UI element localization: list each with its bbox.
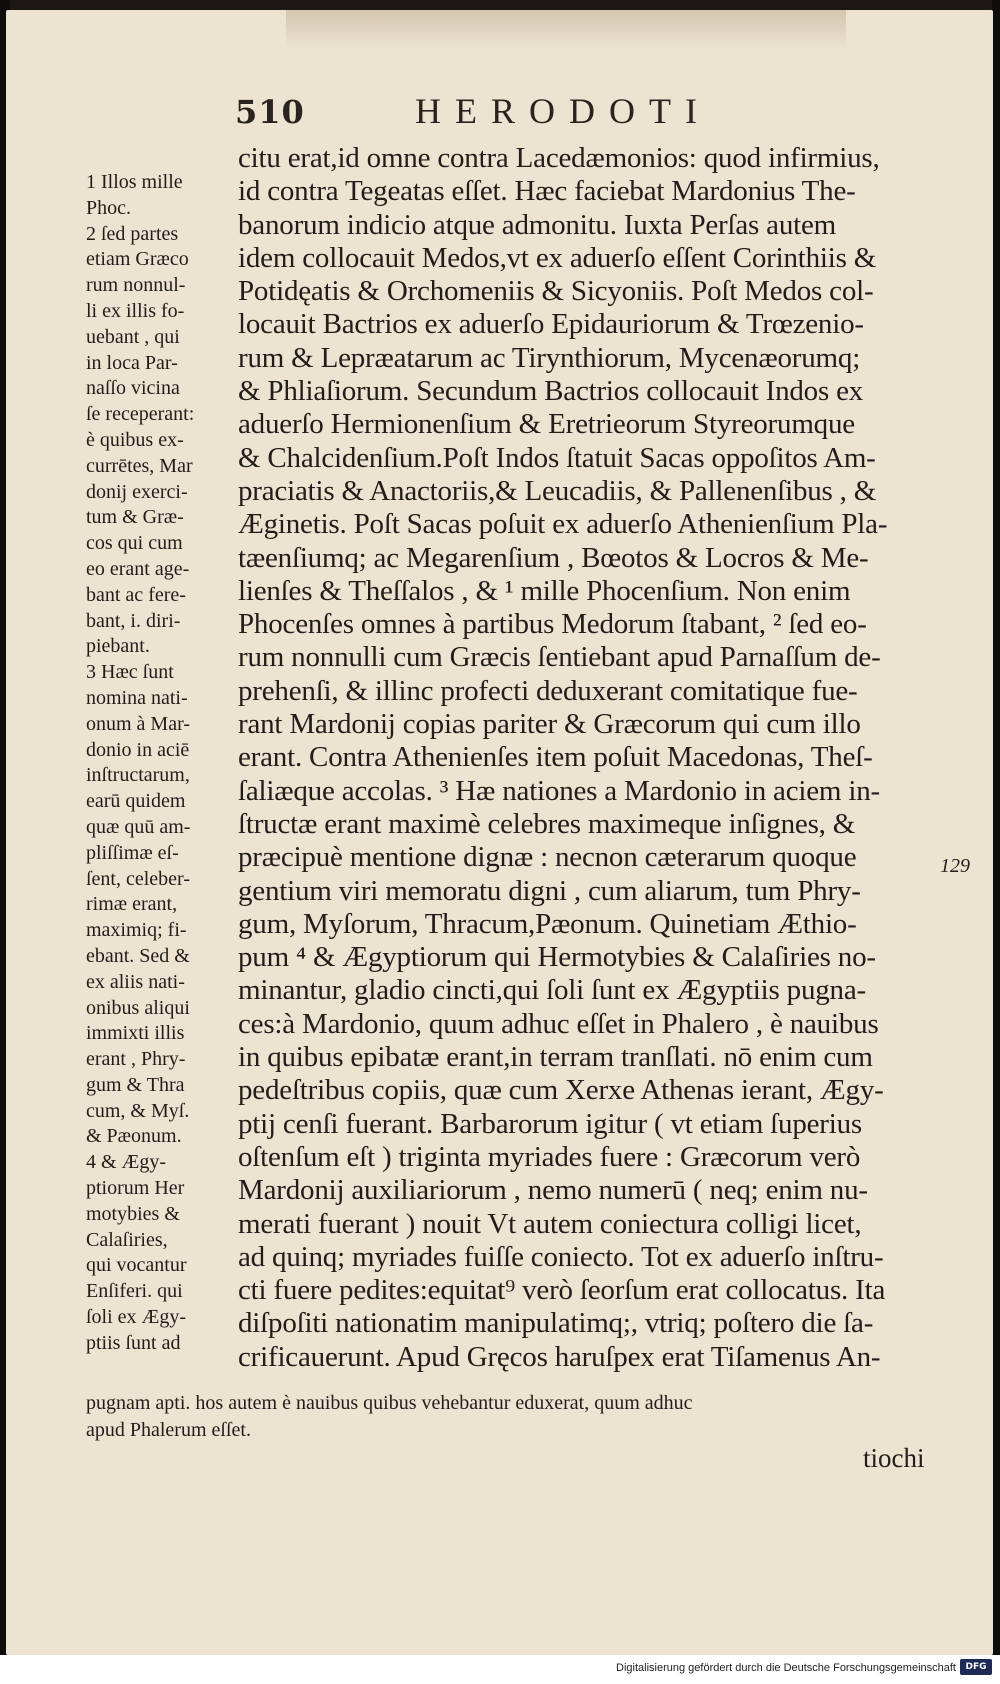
digitization-footer <box>0 1655 1000 1684</box>
bottom-notes-block <box>86 1390 946 1444</box>
margin-note-line: rimæ erant, <box>86 893 178 916</box>
text-line: ad quinq; myriades fuiſſe coniecto. Tot ex aduerſo inſtru- <box>238 1240 884 1273</box>
text-line: gentium viri memoratu digni , cum aliarum, tum Phry- <box>238 874 861 907</box>
footer-credit-text: Digitalisierung gefördert durch die Deutsche Forschungsgemeinschaft <box>616 1662 956 1674</box>
text-line: erant. Contra Athenienſes item poſuit Macedonas, Theſ- <box>238 741 873 774</box>
text-line: prehenſi, & illinc profecti deduxerant comitatique fue- <box>238 674 858 707</box>
margin-note-line: li ex illis fo- <box>86 299 185 322</box>
margin-note-line: nomina nati- <box>86 686 188 709</box>
text-line: merati fuerant ) nouit Vt autem coniectura colligi licet, <box>238 1207 862 1240</box>
text-line: rum nonnulli cum Græcis ſentiebant apud Parnaſſum de- <box>238 641 881 674</box>
text-line: diſpoſiti nationatim manipulatimq;, vtriq; poſtero die ſa- <box>238 1307 874 1340</box>
margin-note-line: motybies & <box>86 1202 180 1225</box>
margin-note-line: ex aliis nati- <box>86 970 185 993</box>
margin-note-line: inſtructarum, <box>86 764 190 787</box>
text-line: Mardonij auxiliariorum , nemo numerū ( neq; enim nu- <box>238 1174 868 1207</box>
margin-note-line: onibus aliqui <box>86 996 190 1019</box>
page-number: 510 <box>235 93 305 131</box>
margin-note-line: cos qui cum <box>86 532 183 555</box>
text-line: & Phliaſiorum. Secundum Bactrios collocauit Indos ex <box>238 375 864 408</box>
margin-note-line: eo erant age- <box>86 557 190 580</box>
margin-note-line: quæ quū am- <box>86 815 191 838</box>
margin-note-line: cum, & Myſ. <box>86 1099 190 1122</box>
text-line: idem collocauit Medos,vt ex aduerſo eſſent Corinthiis & <box>238 241 877 274</box>
margin-note-line: in loca Par- <box>86 351 178 374</box>
margin-note-line: donij exerci- <box>86 480 188 503</box>
text-line: crificauerunt. Apud Gręcos haruſpex erat Tiſamenus An- <box>238 1340 881 1373</box>
main-text-block <box>238 142 928 1374</box>
side-margin-number: 129 <box>940 855 970 877</box>
text-line: ces:à Mardonio, quum adhuc eſſet in Phalero , è nauibus <box>238 1007 879 1040</box>
text-line: ſaliæque accolas. ³ Hæ nationes a Mardonio in aciem in- <box>238 774 880 807</box>
margin-note-line: gum & Thra <box>86 1073 185 1096</box>
text-line: in quibus epibatæ erant,in terram tranſlati. nō enim cum <box>238 1041 873 1074</box>
margin-note-line: bant ac fere- <box>86 583 186 606</box>
margin-note-line: ptiorum Her <box>86 1177 185 1200</box>
text-line: banorum indicio atque admonitu. Iuxta Perſas autem <box>238 208 837 241</box>
text-line: praciatis & Anactoriis,& Leucadiis, & Pallenenſibus , & <box>238 474 877 507</box>
text-line: Phocenſes omnes à partibus Medorum ſtabant, ² ſed eo- <box>238 608 867 641</box>
margin-note-line: ſoli ex Ægy- <box>86 1306 186 1329</box>
text-line: citu erat,id omne contra Lacedæmonios: quod infirmius, <box>238 142 880 174</box>
page-edge-shadow <box>992 0 1000 1684</box>
margin-note-line: 4 & Ægy- <box>86 1151 166 1174</box>
text-line: præcipuè mentione dignæ : necnon cæterarum quoque <box>238 841 857 874</box>
text-line: Potidęatis & Orchomeniis & Sicyoniis. Poſt Medos col- <box>238 275 874 308</box>
margin-note-line: bant, i. diri- <box>86 609 181 632</box>
dfg-logo: DFG <box>960 1659 992 1675</box>
text-line: & Chalcidenſium.Poſt Indos ſtatuit Sacas oppoſitos Am- <box>238 441 876 474</box>
margin-note-line: qui vocantur <box>86 1254 187 1277</box>
margin-note-line: & Pæonum. <box>86 1125 182 1148</box>
margin-note-line: etiam Græco <box>86 248 189 271</box>
page-stain <box>286 10 846 50</box>
text-line: pum ⁴ & Ægyptiorum qui Hermotybies & Calaſiries no- <box>238 941 876 974</box>
text-line: lienſes & Theſſalos , & ¹ mille Phocenſium. Non enim <box>238 574 851 607</box>
margin-note-line: currētes, Mar <box>86 454 193 477</box>
margin-note-line: tum & Græ- <box>86 506 184 529</box>
bottom-note-line: apud Phalerum eſſet. <box>86 1419 251 1441</box>
margin-note-line: uebant , qui <box>86 325 180 348</box>
margin-note-line: piebant. <box>86 635 150 658</box>
text-line: gum, Myſorum, Thracum,Pæonum. Quinetiam Æthio- <box>238 907 857 940</box>
margin-note-line: ptiis ſunt ad <box>86 1331 181 1354</box>
text-line: id contra Tegeatas eſſet. Hæc faciebat Mardonius The- <box>238 175 856 208</box>
bottom-note-line: pugnam apti. hos autem è nauibus quibus vehebantur eduxerat, quum adhuc <box>86 1392 693 1414</box>
margin-note-line: ſe receperant: <box>86 403 195 426</box>
margin-note-line: 3 Hæc ſunt <box>86 661 174 684</box>
margin-note-line: maximiq; fi- <box>86 919 187 942</box>
margin-note-line: naſſo vicina <box>86 377 180 400</box>
text-line: aduerſo Hermionenſium & Eretrieorum Styreorumque <box>238 408 855 441</box>
margin-note-line: immixti illis <box>86 1022 185 1045</box>
text-line: ptij cenſi fuerant. Barbarorum igitur ( vt etiam ſuperius <box>238 1107 862 1140</box>
margin-note-line: ſent, celeber- <box>86 867 190 890</box>
catchword: tiochi <box>863 1443 925 1473</box>
text-line: cti fuere pedites:equitat⁹ verò ſeorſum erat collocatus. Ita <box>238 1274 886 1307</box>
text-line: pedeſtribus copiis, quæ cum Xerxe Athenas ierant, Ægy- <box>238 1074 884 1107</box>
margin-note-line: ebant. Sed & <box>86 944 190 967</box>
text-line: oſtenſum eſt ) triginta myriades fuere : Græcorum verò <box>238 1140 861 1173</box>
margin-notes-block <box>86 170 236 1357</box>
text-line: rant Mardonij copias pariter & Græcorum qui cum illo <box>238 708 861 741</box>
text-line: ſtructæ erant maximè celebres maximeque inſignes, & <box>238 807 856 840</box>
margin-note-line: 2 ſed partes <box>86 222 179 245</box>
text-line: minantur, gladio cincti,qui ſoli ſunt ex Ægyptiis pugna- <box>238 974 866 1007</box>
margin-note-line: rum nonnul- <box>86 274 186 297</box>
margin-note-line: Enſiferi. qui <box>86 1280 183 1303</box>
margin-note-line: 1 Illos mille <box>86 171 183 193</box>
margin-note-line: pliſſimæ eſ- <box>86 841 179 864</box>
margin-note-line: è quibus ex- <box>86 428 184 451</box>
text-line: tæenſiumq; ac Megarenſium , Bœotos & Locros & Me- <box>238 541 869 574</box>
text-line: Æginetis. Poſt Sacas poſuit ex aduerſo Athenienſium Pla- <box>238 508 888 541</box>
margin-note-line: erant , Phry- <box>86 1048 186 1071</box>
text-line: rum & Lepræatarum ac Tirynthiorum, Mycenæorumq; <box>238 341 861 374</box>
margin-note-line: earū quidem <box>86 790 186 813</box>
margin-note-line: Phoc. <box>86 196 131 219</box>
running-title: HERODOTI <box>415 91 711 131</box>
margin-note-line: Calaſiries, <box>86 1228 168 1251</box>
margin-note-line: donio in aciē <box>86 738 190 761</box>
text-line: locauit Bactrios ex aduerſo Epidauriorum & Trœzenio- <box>238 308 864 341</box>
margin-note-line: onum à Mar- <box>86 712 191 735</box>
